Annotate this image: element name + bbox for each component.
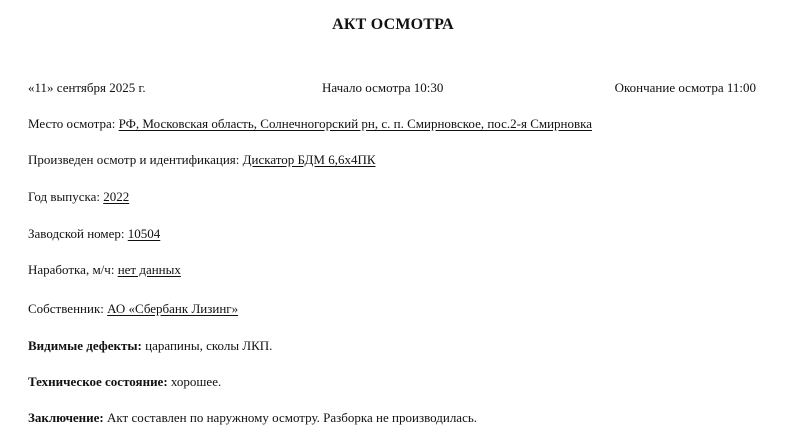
condition-row: [28, 374, 221, 390]
year-label: Год выпуска:: [28, 189, 104, 204]
place-label: Место осмотра:: [28, 116, 119, 131]
object-value: Дискатор БДМ 6,6х4ПК: [242, 152, 376, 167]
year-value: 2022: [103, 189, 130, 204]
object-row: [28, 152, 376, 168]
owner-label: Собственник:: [28, 301, 108, 316]
inspection-end: Окончание осмотра 11:00: [614, 80, 756, 95]
object-label: Произведен осмотр и идентификация:: [28, 152, 243, 167]
hours-value: нет данных: [117, 262, 181, 277]
defects-row: [28, 338, 272, 354]
place-value: РФ, Московская область, Солнечногорский рн, с. п. Смирновское, пос.2-я Смирновка: [118, 116, 593, 131]
owner-row: [28, 301, 238, 317]
inspection-start: Начало осмотра 10:30: [322, 80, 444, 95]
serial-label: Заводской номер:: [28, 226, 128, 241]
owner-value: АО «Сбербанк Лизинг»: [107, 301, 239, 316]
defects-label: Видимые дефекты:: [28, 338, 142, 353]
conclusion-row: [28, 410, 477, 426]
condition-value: хорошее.: [167, 374, 222, 389]
place-row: [28, 116, 592, 132]
hours-label: Наработка, м/ч:: [28, 262, 118, 277]
date-time-row: [28, 80, 756, 96]
inspection-date: «11» сентября 2025 г.: [28, 80, 146, 95]
hours-row: [28, 262, 181, 278]
document-title: АКТ ОСМОТРА: [332, 16, 454, 33]
serial-value: 10504: [127, 226, 161, 241]
condition-label: Техническое состояние:: [28, 374, 168, 389]
conclusion-label: Заключение:: [28, 410, 104, 425]
serial-row: [28, 226, 160, 242]
defects-value: царапины, сколы ЛКП.: [141, 338, 273, 353]
conclusion-value: Акт составлен по наружному осмотру. Разборка не производилась.: [103, 410, 478, 425]
year-row: [28, 189, 129, 205]
